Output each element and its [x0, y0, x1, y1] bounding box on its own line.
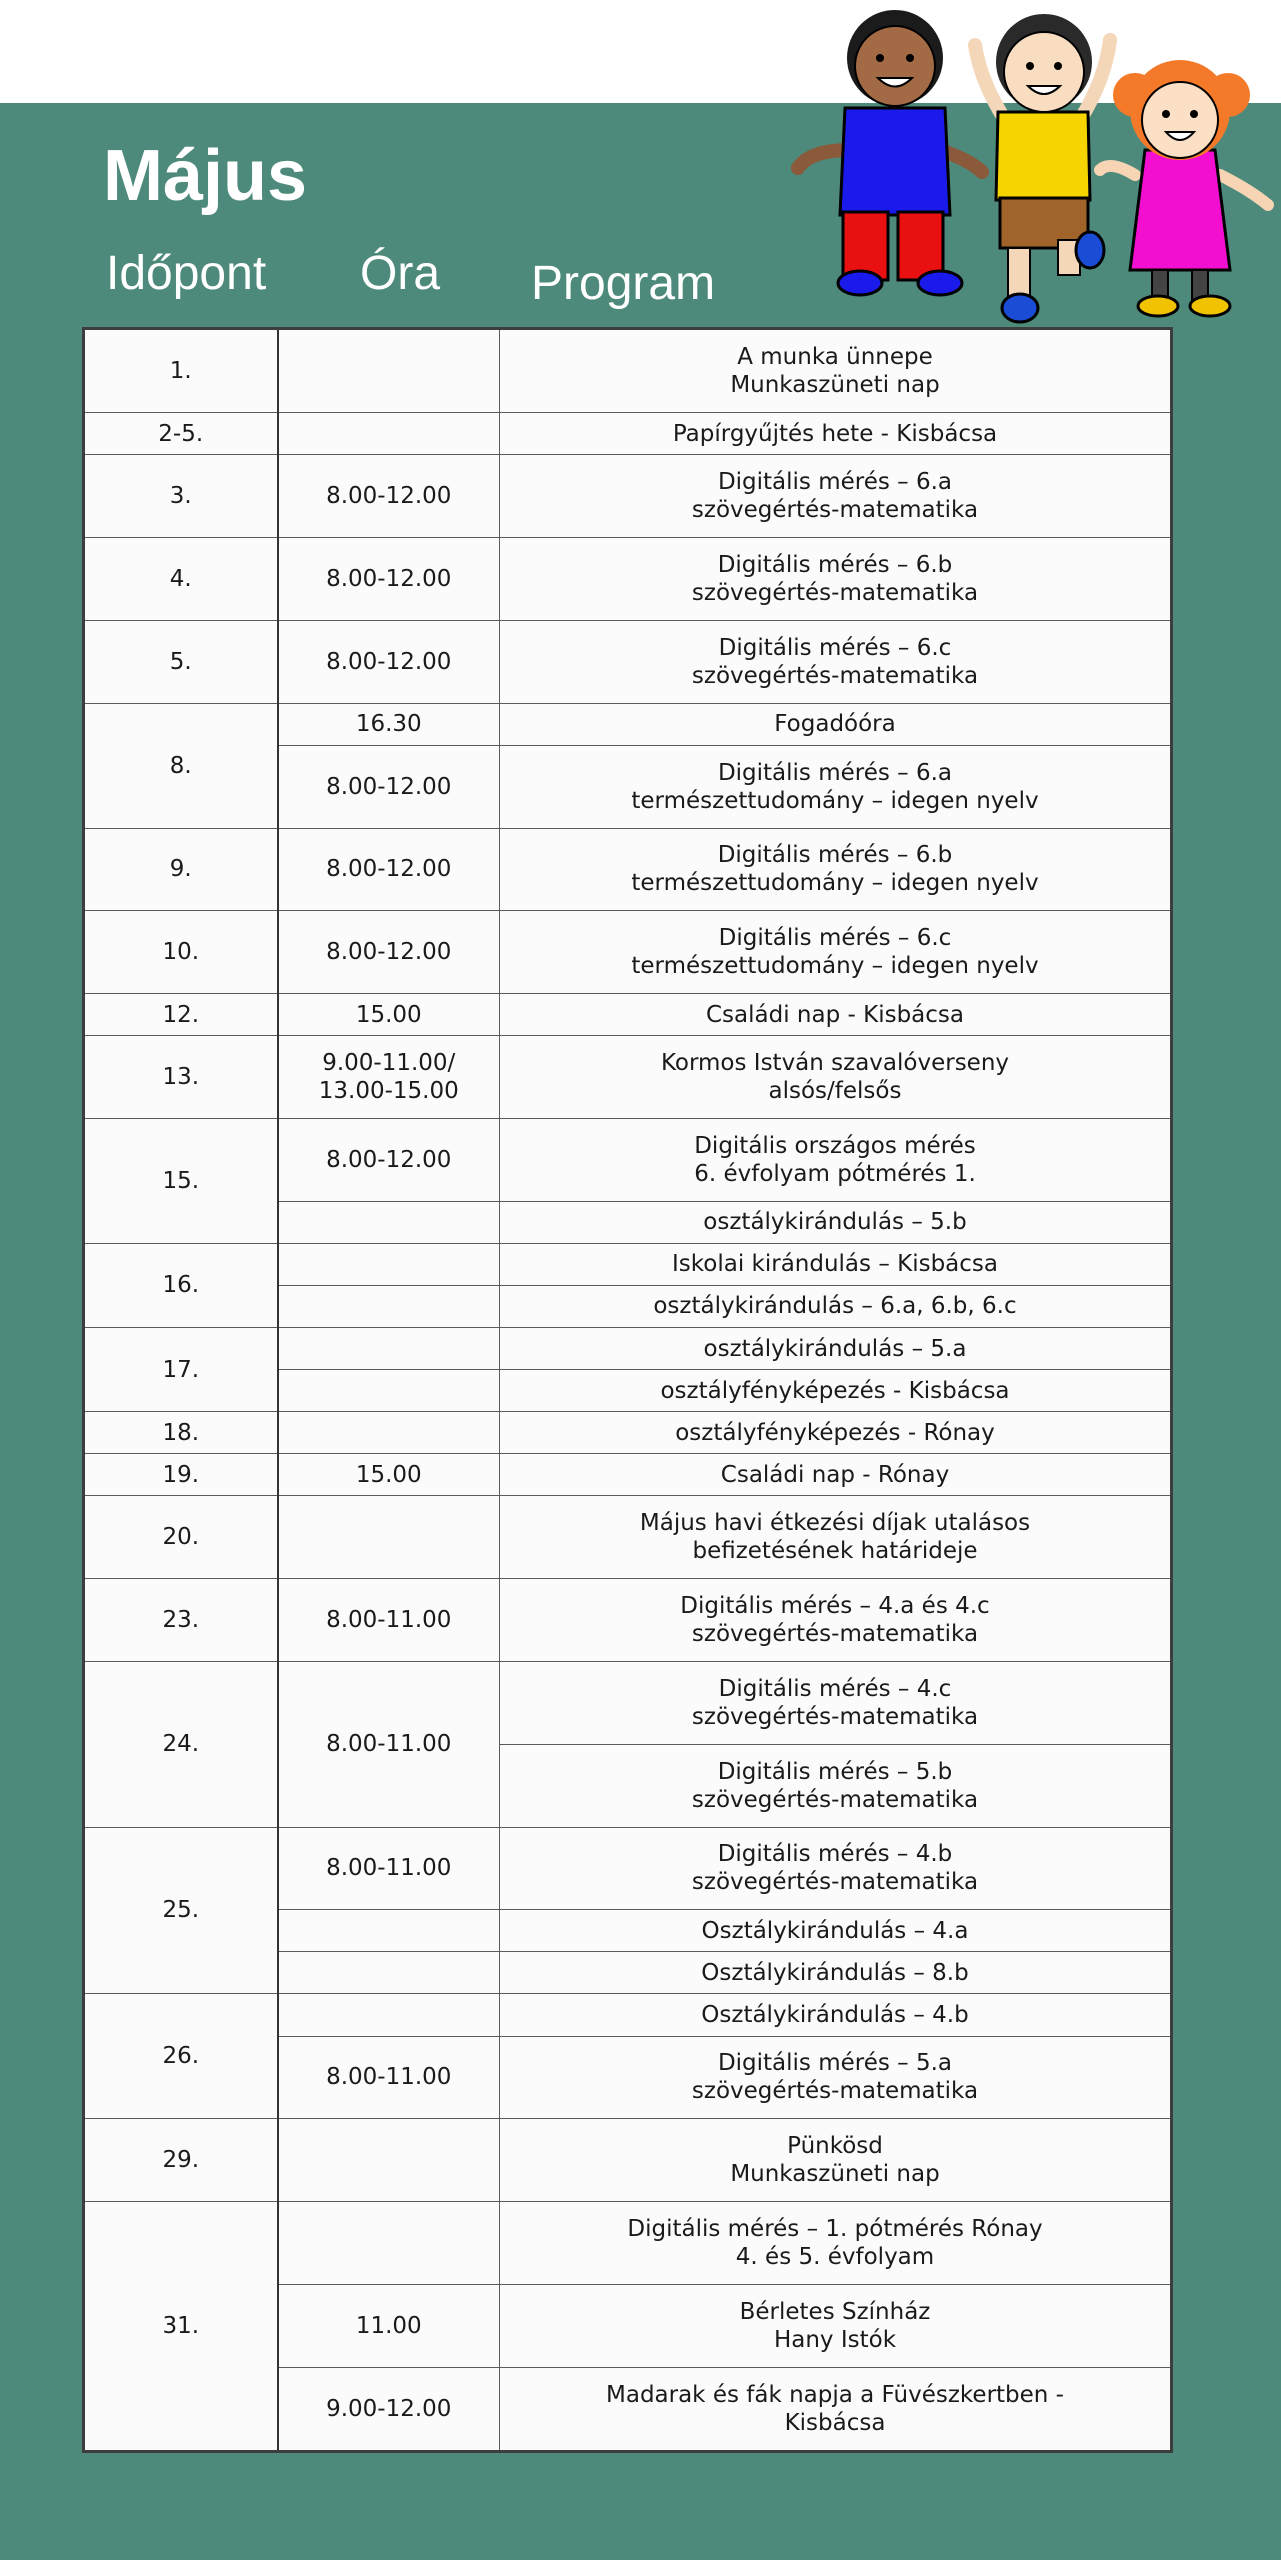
table-row [84, 2119, 1172, 2202]
header-time: Óra [360, 247, 441, 300]
day-cell: 20. [84, 1496, 278, 1579]
time-cell: 8.00-12.00 [278, 911, 500, 994]
program-cell: Digitális mérés – 6.c szövegértés-matematika [500, 620, 1172, 703]
time-cell [278, 1243, 500, 1285]
day-cell: 26. [84, 1994, 278, 2119]
day-cell: 17. [84, 1328, 278, 1412]
time-cell: 8.00-11.00 [278, 1827, 500, 1910]
day-cell: 16. [84, 1243, 278, 1327]
boy-blue-shirt-figure [798, 10, 982, 295]
time-cell [278, 2119, 500, 2202]
day-cell: 1. [84, 329, 278, 413]
program-cell: Osztálykirándulás – 4.a [500, 1910, 1172, 1952]
table-row [84, 329, 1172, 413]
program-cell: Bérletes Színház Hany Istók [500, 2284, 1172, 2367]
program-cell: Digitális mérés – 4.b szövegértés-matematika [500, 1827, 1172, 1910]
program-cell: osztálykirándulás – 5.a [500, 1328, 1172, 1370]
time-cell: 8.00-11.00 [278, 2036, 500, 2119]
page-title: Május [103, 136, 308, 216]
program-cell: Digitális mérés – 4.a és 4.c szövegértés-matematika [500, 1579, 1172, 1662]
time-cell [278, 1496, 500, 1579]
program-cell: Digitális mérés – 5.b szövegértés-matematika [500, 1744, 1172, 1827]
program-cell: osztályfényképezés - Kisbácsa [500, 1370, 1172, 1412]
table-row [84, 1412, 1172, 1454]
time-cell [278, 413, 500, 455]
program-cell: Fogadóóra [500, 703, 1172, 745]
boy-yellow-shirt-figure [975, 14, 1110, 322]
program-cell: osztályfényképezés - Rónay [500, 1412, 1172, 1454]
schedule-table [82, 327, 1173, 2453]
day-cell: 23. [84, 1579, 278, 1662]
program-cell: Családi nap - Rónay [500, 1454, 1172, 1496]
day-cell: 5. [84, 620, 278, 703]
day-cell: 15. [84, 1118, 278, 1243]
table-row [84, 1661, 1172, 1744]
day-cell: 13. [84, 1036, 278, 1119]
program-cell: Digitális mérés – 6.b szövegértés-matematika [500, 538, 1172, 621]
program-cell: osztálykirándulás – 6.a, 6.b, 6.c [500, 1285, 1172, 1327]
program-cell: Digitális mérés – 6.a szövegértés-matematika [500, 455, 1172, 538]
table-row [84, 455, 1172, 538]
program-cell: Digitális mérés – 6.b természettudomány – idegen nyelv [500, 828, 1172, 911]
time-cell [278, 329, 500, 413]
day-cell: 25. [84, 1827, 278, 1994]
table-row [84, 703, 1172, 745]
time-cell: 8.00-12.00 [278, 538, 500, 621]
time-cell: 8.00-12.00 [278, 620, 500, 703]
time-cell [278, 1285, 500, 1327]
time-cell: 9.00-11.00/ 13.00-15.00 [278, 1036, 500, 1119]
program-cell: Papírgyűjtés hete - Kisbácsa [500, 413, 1172, 455]
program-cell: Madarak és fák napja a Füvészkertben - Kisbácsa [500, 2367, 1172, 2451]
girl-pink-dress-figure [1100, 60, 1268, 316]
table-row [84, 828, 1172, 911]
time-cell [278, 1370, 500, 1412]
program-cell: Családi nap - Kisbácsa [500, 994, 1172, 1036]
table-row [84, 1328, 1172, 1370]
table-row [84, 1036, 1172, 1119]
table-row [84, 1827, 1172, 1910]
time-cell: 15.00 [278, 1454, 500, 1496]
program-cell: Digitális országos mérés 6. évfolyam pótmérés 1. [500, 1118, 1172, 1201]
program-cell: Május havi étkezési díjak utalásos befizetésének határideje [500, 1496, 1172, 1579]
day-cell: 3. [84, 455, 278, 538]
time-cell: 8.00-11.00 [278, 1579, 500, 1662]
time-cell [278, 1910, 500, 1952]
time-cell: 11.00 [278, 2284, 500, 2367]
table-row [84, 1243, 1172, 1285]
program-cell: Digitális mérés – 1. pótmérés Rónay 4. és 5. évfolyam [500, 2202, 1172, 2285]
time-cell: 8.00-12.00 [278, 828, 500, 911]
time-cell [278, 1412, 500, 1454]
time-cell: 8.00-12.00 [278, 1118, 500, 1201]
day-cell: 2-5. [84, 413, 278, 455]
program-cell: Kormos István szavalóverseny alsós/felsős [500, 1036, 1172, 1119]
table-row [84, 620, 1172, 703]
day-cell: 4. [84, 538, 278, 621]
time-cell: 16.30 [278, 703, 500, 745]
program-cell: Digitális mérés – 4.c szövegértés-matematika [500, 1661, 1172, 1744]
program-cell: Pünkösd Munkaszüneti nap [500, 2119, 1172, 2202]
time-cell [278, 1952, 500, 1994]
program-cell: Osztálykirándulás – 4.b [500, 1994, 1172, 2036]
day-cell: 12. [84, 994, 278, 1036]
day-cell: 18. [84, 1412, 278, 1454]
day-cell: 24. [84, 1661, 278, 1827]
day-cell: 31. [84, 2202, 278, 2452]
table-row [84, 1454, 1172, 1496]
program-cell: osztálykirándulás – 5.b [500, 1201, 1172, 1243]
day-cell: 9. [84, 828, 278, 911]
children-illustration [790, 0, 1281, 330]
program-cell: Digitális mérés – 6.c természettudomány – idegen nyelv [500, 911, 1172, 994]
time-cell [278, 1994, 500, 2036]
day-cell: 8. [84, 703, 278, 828]
header-program: Program [531, 257, 716, 310]
time-cell: 8.00-12.00 [278, 745, 500, 828]
table-row [84, 1496, 1172, 1579]
time-cell: 15.00 [278, 994, 500, 1036]
table-row [84, 911, 1172, 994]
time-cell: 9.00-12.00 [278, 2367, 500, 2451]
program-cell: Osztálykirándulás – 8.b [500, 1952, 1172, 1994]
table-row [84, 1579, 1172, 1662]
program-cell: Digitális mérés – 5.a szövegértés-matematika [500, 2036, 1172, 2119]
program-cell: Iskolai kirándulás – Kisbácsa [500, 1243, 1172, 1285]
table-row [84, 413, 1172, 455]
time-cell [278, 1328, 500, 1370]
time-cell: 8.00-11.00 [278, 1661, 500, 1827]
program-cell: Digitális mérés – 6.a természettudomány – idegen nyelv [500, 745, 1172, 828]
time-cell [278, 1201, 500, 1243]
table-row [84, 2202, 1172, 2285]
table-row [84, 1118, 1172, 1201]
table-row [84, 994, 1172, 1036]
day-cell: 29. [84, 2119, 278, 2202]
time-cell [278, 2202, 500, 2285]
time-cell: 8.00-12.00 [278, 455, 500, 538]
day-cell: 19. [84, 1454, 278, 1496]
header-date: Időpont [106, 247, 267, 300]
table-row [84, 538, 1172, 621]
day-cell: 10. [84, 911, 278, 994]
table-row [84, 1994, 1172, 2036]
program-cell: A munka ünnepe Munkaszüneti nap [500, 329, 1172, 413]
